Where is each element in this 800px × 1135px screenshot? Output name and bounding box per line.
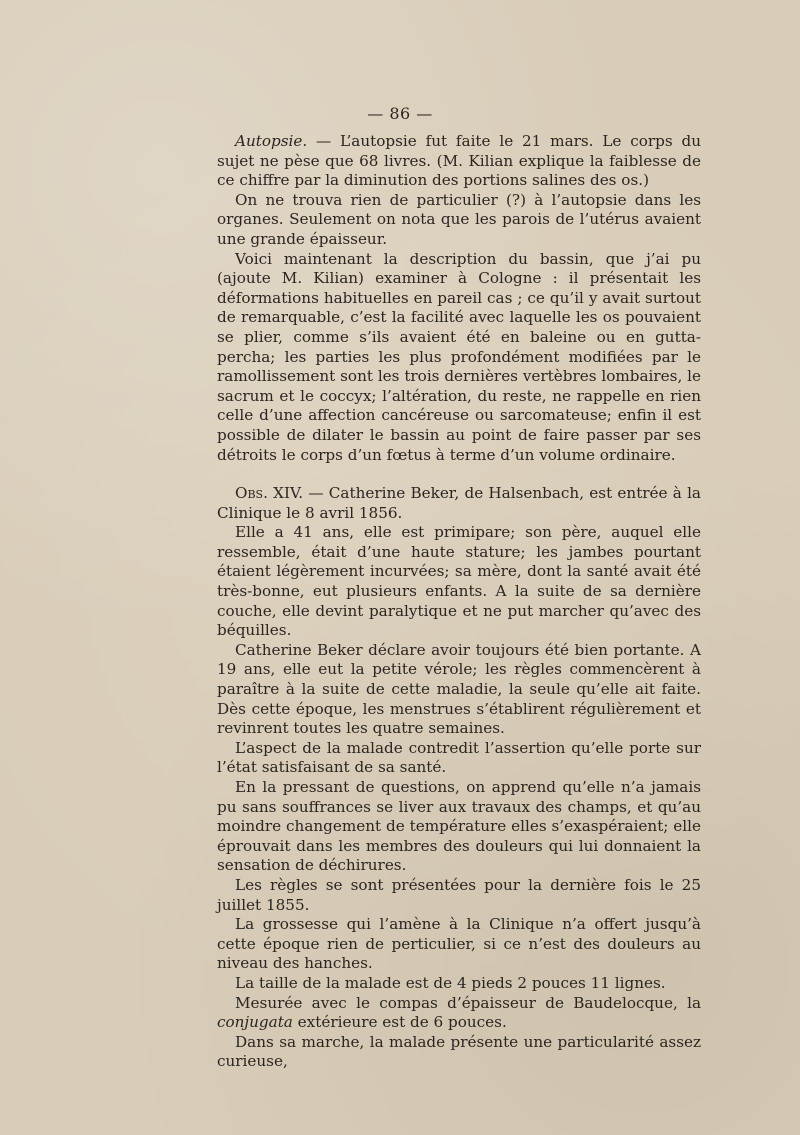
paragraph-text: extérieure est de 6 pouces.: [292, 1013, 507, 1032]
paragraph: Dans sa marche, la malade présente une particularité assez curieuse,: [217, 1032, 701, 1071]
observation-heading: Obs. XIV.: [235, 484, 304, 503]
paragraph-text: — L’autopsie fut faite le 21 mars. Le corps du sujet ne pèse que 68 livres. (M. Kilian explique la faiblesse de ce chiffre par la diminution des portions salines des os.): [217, 132, 701, 190]
paragraph: En la pressant de questions, on apprend qu’elle n’a jamais pu sans souffrances se liver aux travaux des champs, et qu’au moindre changement de température elles s’exaspéraient; elle éprouvait dans les membres des douleurs qui lui donnaient la sensation de déchirures.: [217, 778, 701, 875]
paragraph-text: Mesurée avec le compas d’épaisseur de Baudelocque, la: [235, 993, 701, 1012]
paragraph: Elle a 41 ans, elle est primipare; son père, auquel elle ressemble, était d’une haute stature; les jambes pourtant étaient légèrement incurvées; sa mère, dont la santé avait été très-bonne, eut plusieurs enfants. A la suite de sa dernière couche, elle devint paralytique et ne put marcher qu’avec des béquilles.: [217, 523, 701, 640]
page-number: — 86 —: [367, 104, 433, 123]
paragraph: Catherine Beker déclare avoir toujours été bien portante. A 19 ans, elle eut la petite vérole; les règles commencèrent à paraître à la suite de cette maladie, la seule qu’elle ait faite. Dès cette époque, les menstrues s’établirent régulièrement et revinrent toutes les quatre semaines.: [217, 640, 701, 738]
paragraph: La grossesse qui l’amène à la Clinique n’a offert jusqu’à cette époque rien de perticulier, si ce n’est des douleurs au niveau des hanches.: [217, 915, 701, 973]
paragraph: L’aspect de la malade contredit l’assertion qu’elle porte sur l’état satisfaisant de sa santé.: [217, 738, 701, 777]
paragraph: La taille de la malade est de 4 pieds 2 pouces 11 lignes.: [235, 973, 666, 992]
section-lead-autopsie: Autopsie.: [235, 132, 308, 150]
paragraph: On ne trouva rien de particulier (?) à l’autopsie dans les organes. Seulement on nota que les parois de l’utérus avaient une grande épaisseur.: [217, 190, 701, 248]
paragraph-conjugata: [217, 994, 701, 1033]
paragraph-text: — Catherine Beker, de Halsenbach, est entrée à la Clinique le 8 avril 1856.: [217, 484, 701, 522]
paragraph-autopsie: [217, 132, 701, 191]
body-text: [217, 132, 701, 1072]
paragraph: Les règles se sont présentées pour la dernière fois le 25 juillet 1855.: [217, 875, 701, 914]
italic-term: conjugata: [217, 1013, 293, 1032]
paragraph: Voici maintenant la description du bassin, que j’ai pu (ajoute M. Kilian) examiner à Cologne : il présentait les déformations habituelles en pareil cas ; ce qu’il y avait surtout de remarquable, c’est la facilité avec laquelle les os pouvaient se plier, comme s’ils avaient été en baleine ou en gutta-percha; les parties les plus profondément modifiées par le ramollissement sont les trois dernières vertèbres lombaires, le sacrum et le coccyx; l’altération, du reste, ne rappelle en rien celle d’une affection cancéreuse ou sarcomateuse; enfin il est possible de dilater le bassin au point de faire passer par ses détroits le corps d’un fœtus à terme d’un volume ordinaire.: [217, 249, 701, 464]
paragraph-observation: [217, 484, 701, 523]
